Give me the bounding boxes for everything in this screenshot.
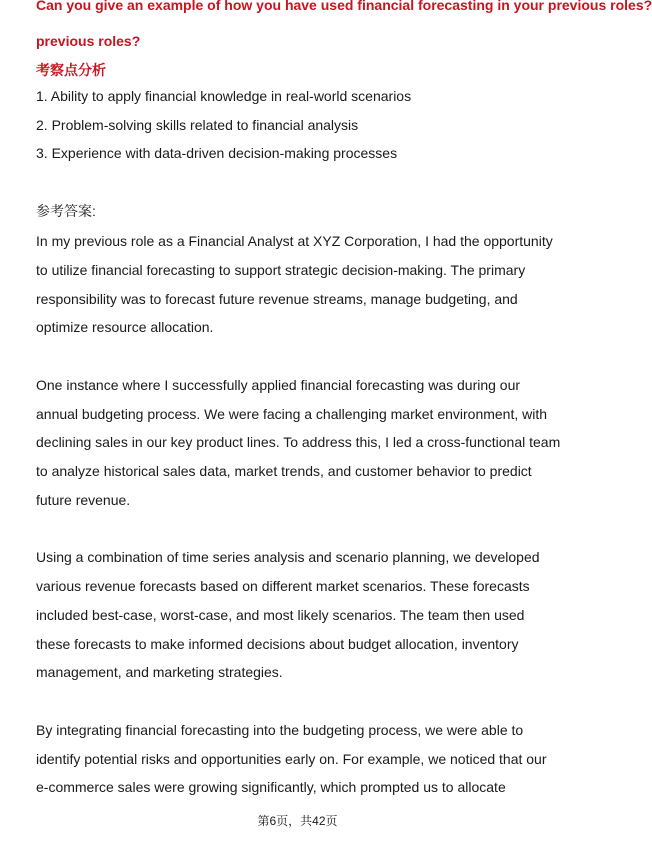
- analysis-point: 3. Experience with data-driven decision-making processes: [36, 145, 398, 162]
- analysis-heading: 考察点分析: [36, 62, 106, 78]
- analysis-points-list: [36, 87, 411, 173]
- question-title-cut-line: [36, 0, 652, 24]
- analysis-point: 2. Problem-solving skills related to financial analysis: [36, 116, 359, 133]
- question-title-end: previous roles?: [36, 33, 141, 49]
- answer-paragraph: By integrating financial forecasting into the budgeting process, we were able to identify potential risks and opportunities early on. For example, we noticed that our e-commerce sales were growing significantly, which prompted us to allocate: [36, 721, 547, 796]
- page-number-footer: 第6页，共42页: [257, 814, 338, 828]
- answer-paragraph: One instance where I successfully applied financial forecasting was during our annual budgeting process. We were facing a challenging market environment, with declining sales in our key product lines. To address this, I led a cross-functional team to analyze historical sales data, market trends, and customer behavior to predict future revenue.: [36, 376, 561, 508]
- analysis-point: 1. Ability to apply financial knowledge in real-world scenarios: [36, 88, 412, 104]
- answer-paragraph: Using a combination of time series analysis and scenario planning, we developed various revenue forecasts based on different market scenarios. These forecasts included best-case, worst-case, and most likely scenarios. The team then used these forecasts to make informed decisions about budget allocation, inventory management, and marketing strategies.: [36, 549, 540, 681]
- question-title-partial: Can you give an example of how you have used financial forecasting in your previous roles?: [36, 0, 652, 13]
- answer-paragraph: In my previous role as a Financial Analyst at XYZ Corporation, I had the opportunity to utilize financial forecasting to support strategic decision-making. The primary responsibility was to forecast future revenue streams, manage budgeting, and optimize resource allocation.: [36, 233, 553, 336]
- answer-body: [36, 227, 561, 831]
- answer-label: 参考答案:: [36, 203, 96, 219]
